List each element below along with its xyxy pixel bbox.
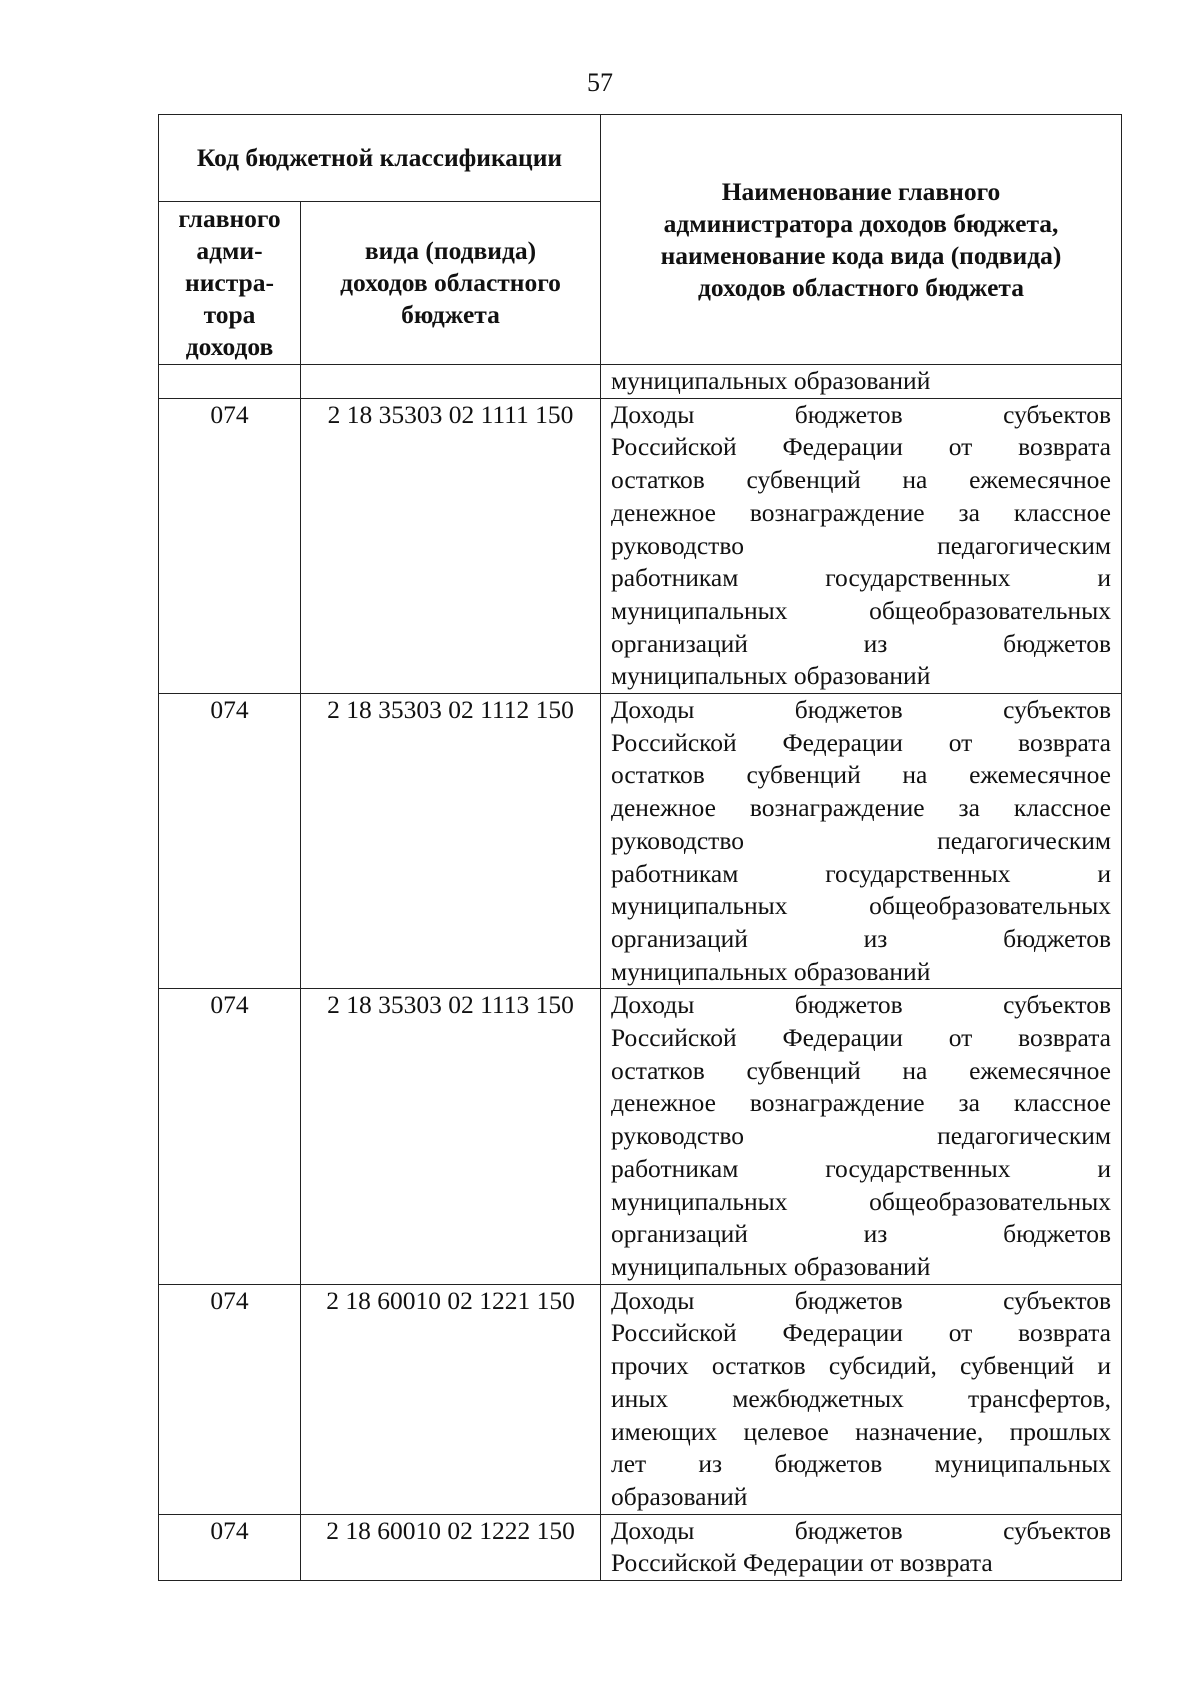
budget-classification-table bbox=[158, 114, 1122, 1581]
income-name-line: руководство педагогическим bbox=[611, 1121, 1111, 1151]
income-name-line: Российской Федерации от возврата bbox=[611, 1318, 1111, 1348]
income-name-line: денежное вознаграждение за классное bbox=[611, 497, 1111, 527]
cell-income-name bbox=[601, 1514, 1122, 1580]
table-body bbox=[159, 365, 1122, 1581]
table-row bbox=[159, 989, 1122, 1284]
header-admin-line: тора bbox=[203, 300, 256, 329]
income-name-line: муниципальных образований bbox=[611, 956, 931, 986]
income-name-line: остатков субвенций на ежемесячное bbox=[611, 465, 1111, 495]
page-number: 57 bbox=[587, 68, 613, 97]
cell-admin-code: 074 bbox=[159, 694, 301, 989]
income-name-line: Доходы бюджетов субъектов bbox=[611, 399, 1111, 429]
income-name-line: муниципальных общеобразовательных bbox=[611, 1186, 1111, 1216]
income-name-line: остатков субвенций на ежемесячное bbox=[611, 760, 1111, 790]
income-name-line: работникам государственных и bbox=[611, 858, 1111, 888]
table-row bbox=[159, 398, 1122, 693]
cell-admin-code: 074 bbox=[159, 989, 301, 1284]
cell-income-code: 2 18 35303 02 1113 150 bbox=[301, 989, 601, 1284]
income-name-line: Доходы бюджетов субъектов bbox=[611, 1515, 1111, 1545]
header-admin-line: адми- bbox=[196, 236, 263, 265]
income-name-line: муниципальных общеобразовательных bbox=[611, 595, 1111, 625]
cell-admin-code: 074 bbox=[159, 1284, 301, 1514]
header-name-line: Наименование главного bbox=[721, 176, 1001, 206]
income-name-line: руководство педагогическим bbox=[611, 530, 1111, 560]
income-name-line: муниципальных образований bbox=[611, 366, 931, 395]
income-name-line: прочих остатков субсидий, субвенций и bbox=[611, 1351, 1111, 1381]
header-name-line: администратора доходов бюджета, bbox=[663, 208, 1059, 238]
income-name-line: иных межбюджетных трансфертов, bbox=[611, 1383, 1111, 1413]
header-group-budget-code: Код бюджетной классификации bbox=[159, 115, 601, 202]
income-name-line: денежное вознаграждение за классное bbox=[611, 1088, 1111, 1118]
cell-income-name bbox=[601, 398, 1122, 693]
income-name-line: Доходы бюджетов субъектов bbox=[611, 990, 1111, 1020]
cell-income-code bbox=[301, 365, 601, 399]
income-name-line: остатков субвенций на ежемесячное bbox=[611, 1055, 1111, 1085]
income-name-line: организаций из бюджетов bbox=[611, 628, 1111, 658]
header-admin-line: главного bbox=[178, 204, 281, 233]
income-name-line: работникам государственных и bbox=[611, 1153, 1111, 1183]
income-name-line: муниципальных образований bbox=[611, 1251, 931, 1281]
income-name-line: организаций из бюджетов bbox=[611, 923, 1111, 953]
header-code-line: бюджета bbox=[401, 300, 500, 329]
income-name-line: Российской Федерации от возврата bbox=[611, 727, 1111, 757]
cell-income-code: 2 18 35303 02 1111 150 bbox=[301, 398, 601, 693]
cell-admin-code: 074 bbox=[159, 1514, 301, 1580]
header-admin-line: доходов bbox=[185, 332, 274, 361]
header-name-line: наименование кода вида (подвида) bbox=[660, 240, 1062, 270]
income-name-line: Российской Федерации от возврата bbox=[611, 432, 1111, 462]
table-row bbox=[159, 694, 1122, 989]
header-admin-line: нистра- bbox=[185, 268, 274, 297]
income-name-line: муниципальных общеобразовательных bbox=[611, 891, 1111, 921]
table-header bbox=[159, 115, 1122, 365]
income-name-line: Российской Федерации от возврата bbox=[611, 1548, 993, 1578]
table-row bbox=[159, 1284, 1122, 1514]
income-name-line: Доходы бюджетов субъектов bbox=[611, 695, 1111, 725]
header-code-column bbox=[301, 202, 601, 365]
header-name-line: доходов областного бюджета bbox=[698, 272, 1024, 302]
income-name-line: образований bbox=[611, 1481, 748, 1511]
income-name-line: работникам государственных и bbox=[611, 563, 1111, 593]
income-name-line: Российской Федерации от возврата bbox=[611, 1023, 1111, 1053]
cell-admin-code: 074 bbox=[159, 398, 301, 693]
income-name-line: организаций из бюджетов bbox=[611, 1219, 1111, 1249]
header-code-line: вида (подвида) bbox=[364, 236, 537, 265]
income-name-line: руководство педагогическим bbox=[611, 825, 1111, 855]
cell-income-code: 2 18 35303 02 1112 150 bbox=[301, 694, 601, 989]
table-row bbox=[159, 1514, 1122, 1580]
income-name-line: Доходы бюджетов субъектов bbox=[611, 1285, 1111, 1315]
cell-admin-code bbox=[159, 365, 301, 399]
income-name-line: денежное вознаграждение за классное bbox=[611, 793, 1111, 823]
income-name-line: лет из бюджетов муниципальных bbox=[611, 1449, 1111, 1479]
income-name-line: муниципальных образований bbox=[611, 661, 931, 691]
header-code-line: доходов областного bbox=[340, 268, 561, 297]
table-row bbox=[159, 365, 1122, 399]
income-name-line: имеющих целевое назначение, прошлых bbox=[611, 1416, 1111, 1446]
cell-income-name bbox=[601, 694, 1122, 989]
header-admin-column bbox=[159, 202, 301, 365]
cell-income-code: 2 18 60010 02 1221 150 bbox=[301, 1284, 601, 1514]
cell-income-name bbox=[601, 989, 1122, 1284]
header-name-column bbox=[601, 115, 1122, 365]
cell-income-code: 2 18 60010 02 1222 150 bbox=[301, 1514, 601, 1580]
cell-income-name bbox=[601, 1284, 1122, 1514]
cell-income-name bbox=[601, 365, 1122, 399]
